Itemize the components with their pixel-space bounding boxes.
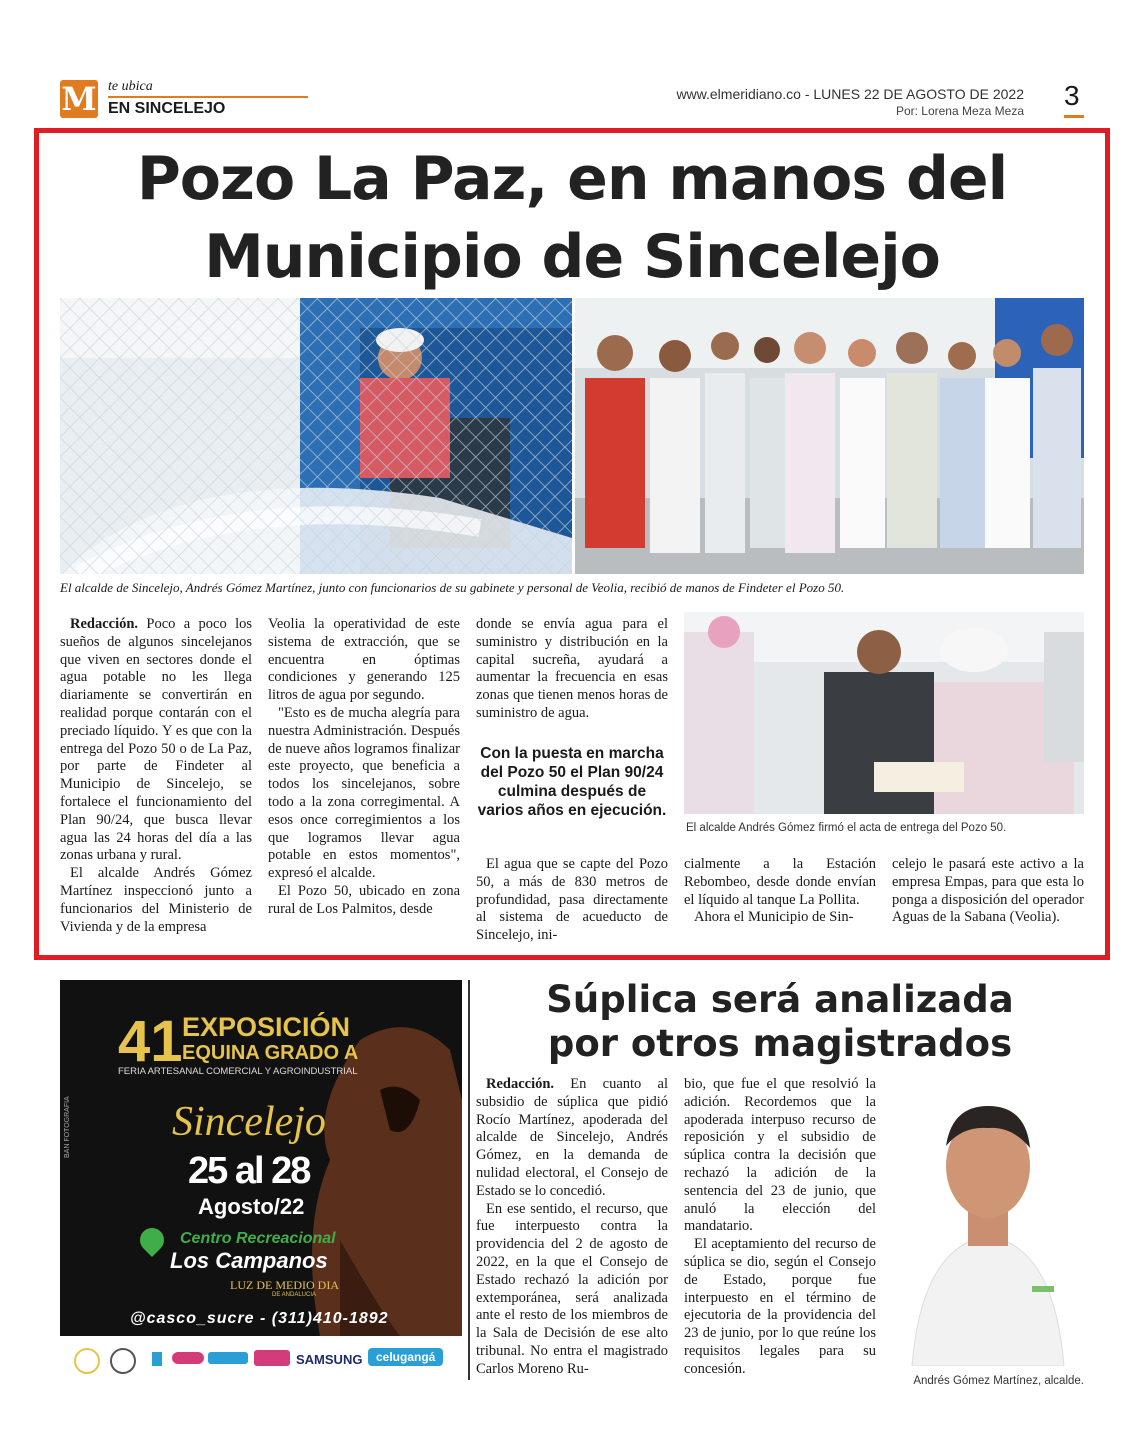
ad-month: Agosto/22 bbox=[198, 1194, 305, 1219]
section-tagline-rule bbox=[108, 96, 308, 98]
ad-title-line2: EQUINA GRADO A bbox=[182, 1042, 359, 1064]
main-col-4 bbox=[684, 856, 876, 927]
main-headline-line1: Pozo La Paz, en manos del bbox=[136, 144, 1008, 214]
signing-photo-illustration bbox=[684, 612, 1084, 814]
second-col-1-para-2: En ese sentido, el recurso, que fue interpuesto contra la providencia del 2 de agosto de 2022, en la que el Consejo de Estado rechazó la adición por extemporánea, será analizada ante el resto de los miembros de la Sala de Decisión de ese alto tribunal. No entra el magistrado Carlos Moreno Ru- bbox=[476, 1200, 668, 1377]
ad-contact: @casco_sucre - (311)410-1892 bbox=[130, 1310, 389, 1327]
mayor-portrait-illustration bbox=[892, 1076, 1084, 1366]
second-col-2-para-2: El aceptamiento del recurso de súplica se dio, según el Consejo de Estado, porque fue interpuesto en el término de ejecutoria de la providencia del 23 de junio, por lo que reúne los requisitos legales para su concesión. bbox=[684, 1236, 876, 1377]
second-col-1-text: En cuanto al subsidio de súplica que pidió Rocío Martínez, apoderada del alcalde de Sincelejo, Andrés Gómez, en la demanda de nulidad electoral, el Consejo de Estado se lo concedió. bbox=[476, 1076, 668, 1199]
main-story-lead: Redacción. bbox=[70, 616, 139, 632]
main-col-1-para-2: El alcalde Andrés Gómez Martínez inspeccionó junto a funcionarios del Ministerio de Vivienda y de la empresa bbox=[60, 865, 252, 935]
main-col-5 bbox=[892, 856, 1084, 927]
main-col-1-text: Poco a poco los sueños de algunos sincelejanos que viven en sectores donde el agua potable no les llega diariamente se convertirán en realidad porque contarán con el preciado líquido. Y es que con la entrega del Pozo 50 o de La Paz, por parte de Findeter al Municipio de Sincelejo, se fortalece el funcionamiento del Plan 90/24, que busca llevar agua las 24 horas del día a las zonas urbana y rural. bbox=[60, 616, 252, 864]
second-headline-line2: por otros magistrados bbox=[547, 1022, 1013, 1065]
main-col-3-top bbox=[476, 616, 668, 723]
group-photo bbox=[575, 298, 1084, 574]
sponsor-logo-5 bbox=[208, 1352, 248, 1364]
sponsor-samsung: SAMSUNG bbox=[296, 1352, 363, 1367]
main-col-3-bottom bbox=[476, 856, 668, 945]
second-col-2-para-1: bio, que fue el que resolvió la adición. Recordemos que la apoderada interpuso recurso de reposición y el subsidio de súplica contra la decisión que rechazó la adición de la sentencia del 23 de junio, que anuló la elección del mandatario. bbox=[684, 1076, 876, 1235]
ad-venue-line1: Centro Recreacional bbox=[180, 1230, 336, 1247]
main-col-4-para-1: cialmente a la Estación Rebombeo, desde donde envían el líquido al tanque La Pollita. bbox=[684, 856, 876, 908]
sponsor-celuganga: celugangá bbox=[368, 1348, 443, 1366]
signing-photo bbox=[684, 612, 1084, 814]
well-photo-illustration bbox=[60, 298, 572, 574]
ad-city: Sincelejo bbox=[172, 1099, 326, 1145]
page-number: 3 bbox=[1064, 80, 1080, 111]
second-col-2 bbox=[684, 1076, 876, 1379]
sponsor-logo-3 bbox=[152, 1352, 162, 1366]
ad-dates: 25 al 28 bbox=[188, 1150, 310, 1192]
masthead-date: www.elmeridiano.co - LUNES 22 DE AGOSTO DE 2022 bbox=[676, 86, 1024, 102]
signing-photo-caption: El alcalde Andrés Gómez firmó el acta de entrega del Pozo 50. bbox=[686, 822, 1007, 834]
main-col-4-para-2: Ahora el Municipio de Sin- bbox=[694, 909, 854, 926]
page-number-rule bbox=[1064, 115, 1084, 118]
second-col-1 bbox=[476, 1076, 668, 1379]
column-divider bbox=[468, 980, 470, 1380]
main-headline-line2: Municipio de Sincelejo bbox=[204, 222, 940, 292]
main-col-2 bbox=[268, 616, 460, 919]
main-photo-caption: El alcalde de Sincelejo, Andrés Gómez Martínez, junto con funcionarios de su gabinete y personal de Veolia, recibió de manos de Findeter el Pozo 50. bbox=[60, 580, 845, 595]
second-headline bbox=[480, 978, 1080, 1066]
main-col-3-para-2: El agua que se capte del Pozo 50, a más de 830 metros de profundidad, pasa directamente al sistema de acueducto de Sincelejo, ini- bbox=[476, 856, 668, 944]
newspaper-logo: M bbox=[61, 80, 97, 118]
ad-sponsors bbox=[60, 1342, 462, 1382]
ad-number: 41 bbox=[118, 1009, 183, 1074]
ad-title-line1: EXPOSICIÓN bbox=[182, 1012, 351, 1042]
sponsor-logo-2 bbox=[110, 1348, 136, 1374]
expo-equina-ad[interactable] bbox=[60, 980, 462, 1336]
sponsor-logo-1 bbox=[74, 1348, 100, 1374]
section-tagline-small: te ubica bbox=[108, 79, 153, 94]
pull-quote: Con la puesta en marcha del Pozo 50 el Plan 90/24 culmina después de varios años en ejecución. bbox=[477, 745, 667, 819]
group-photo-illustration bbox=[575, 298, 1084, 574]
main-col-2-para-3: El Pozo 50, ubicado en zona rural de Los Palmitos, desde bbox=[268, 882, 460, 917]
main-headline bbox=[40, 140, 1104, 296]
ad-photo-credit: BAN FOTOGRAFIA bbox=[64, 1096, 71, 1158]
main-col-2-para-2: "Esto es de mucha alegría para nuestra Administración. Después de nueve años logramos finalizar este proyecto, que beneficia a todos los sincelejanos, sobre todo a la zona corregimental. A esos once corregimientos a los que logramos llevar agua potable en estos momentos", expresó el alcalde. bbox=[268, 704, 460, 882]
ad-horse-name: LUZ DE MEDIO DIA bbox=[230, 1278, 339, 1292]
main-col-5-para-1: celejo le pasará este activo a la empresa Empas, para que esta lo ponga a disposición del operador Aguas de la Sabana (Veolia). bbox=[892, 856, 1084, 926]
mayor-portrait bbox=[892, 1076, 1084, 1366]
byline: Por: Lorena Meza Meza bbox=[895, 104, 1024, 118]
mayor-portrait-caption: Andrés Gómez Martínez, alcalde. bbox=[913, 1375, 1084, 1387]
ad-venue-line2: Los Campanos bbox=[170, 1248, 328, 1273]
ad-horse-sub: DE ANDALUCIA bbox=[272, 1292, 317, 1298]
sponsor-logo-6 bbox=[254, 1350, 290, 1366]
well-photo bbox=[60, 298, 572, 574]
second-story-lead: Redacción. bbox=[486, 1076, 555, 1092]
main-col-1 bbox=[60, 616, 252, 936]
second-headline-line1: Súplica será analizada bbox=[546, 978, 1014, 1021]
main-col-2-para-1: Veolia la operatividad de este sistema de extracción, que se encuentra en óptimas condiciones y generando 125 litros de agua por segundo. bbox=[268, 616, 460, 704]
section-tagline: EN SINCELEJO bbox=[108, 100, 226, 117]
ad-subtitle: FERIA ARTESANAL COMERCIAL Y AGROINDUSTRIAL bbox=[118, 1066, 358, 1077]
main-col-3-para-1: donde se envía agua para el suministro y distribución en la capital sucreña, ayudará a aumentar la frecuencia en esas zonas que tienen menos horas de suministro de agua. bbox=[476, 616, 668, 721]
sponsor-logo-4 bbox=[172, 1352, 204, 1364]
